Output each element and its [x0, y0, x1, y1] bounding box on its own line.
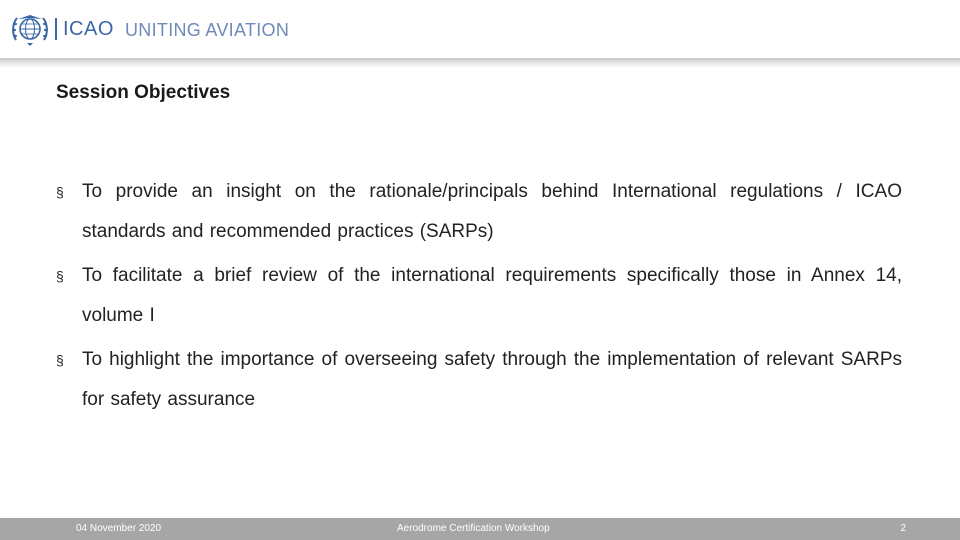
- footer-date: 04 November 2020: [76, 523, 162, 534]
- objective-item: [56, 256, 902, 336]
- objective-item: [56, 340, 902, 420]
- footer-event-title: Aerodrome Certification Workshop: [397, 523, 550, 534]
- bullet-marker-icon: §: [56, 352, 64, 368]
- objective-text: To highlight the importance of overseeing safety through the implementation of relevant SARPs for safety assurance: [82, 349, 902, 410]
- objectives-list: [56, 172, 902, 424]
- bullet-marker-icon: §: [56, 184, 64, 200]
- bullet-marker-icon: §: [56, 268, 64, 284]
- objective-text: To provide an insight on the rationale/principals behind International regulations / ICAO standards and recommended practices (SARPs): [82, 181, 902, 242]
- page-number: 2: [900, 523, 906, 534]
- header-tagline: UNITING AVIATION: [125, 20, 290, 40]
- logo-separator: [55, 18, 57, 40]
- icao-emblem-icon: [10, 10, 50, 48]
- objective-text: To facilitate a brief review of the international requirements specifically those in Annex 14, volume I: [82, 265, 902, 326]
- icao-wordmark: ICAO: [63, 18, 114, 40]
- header-shadow-divider: [0, 58, 960, 68]
- slide-footer: [0, 518, 960, 540]
- objective-item: [56, 172, 902, 252]
- slide-title: Session Objectives: [56, 82, 231, 103]
- slide-header: [0, 0, 960, 58]
